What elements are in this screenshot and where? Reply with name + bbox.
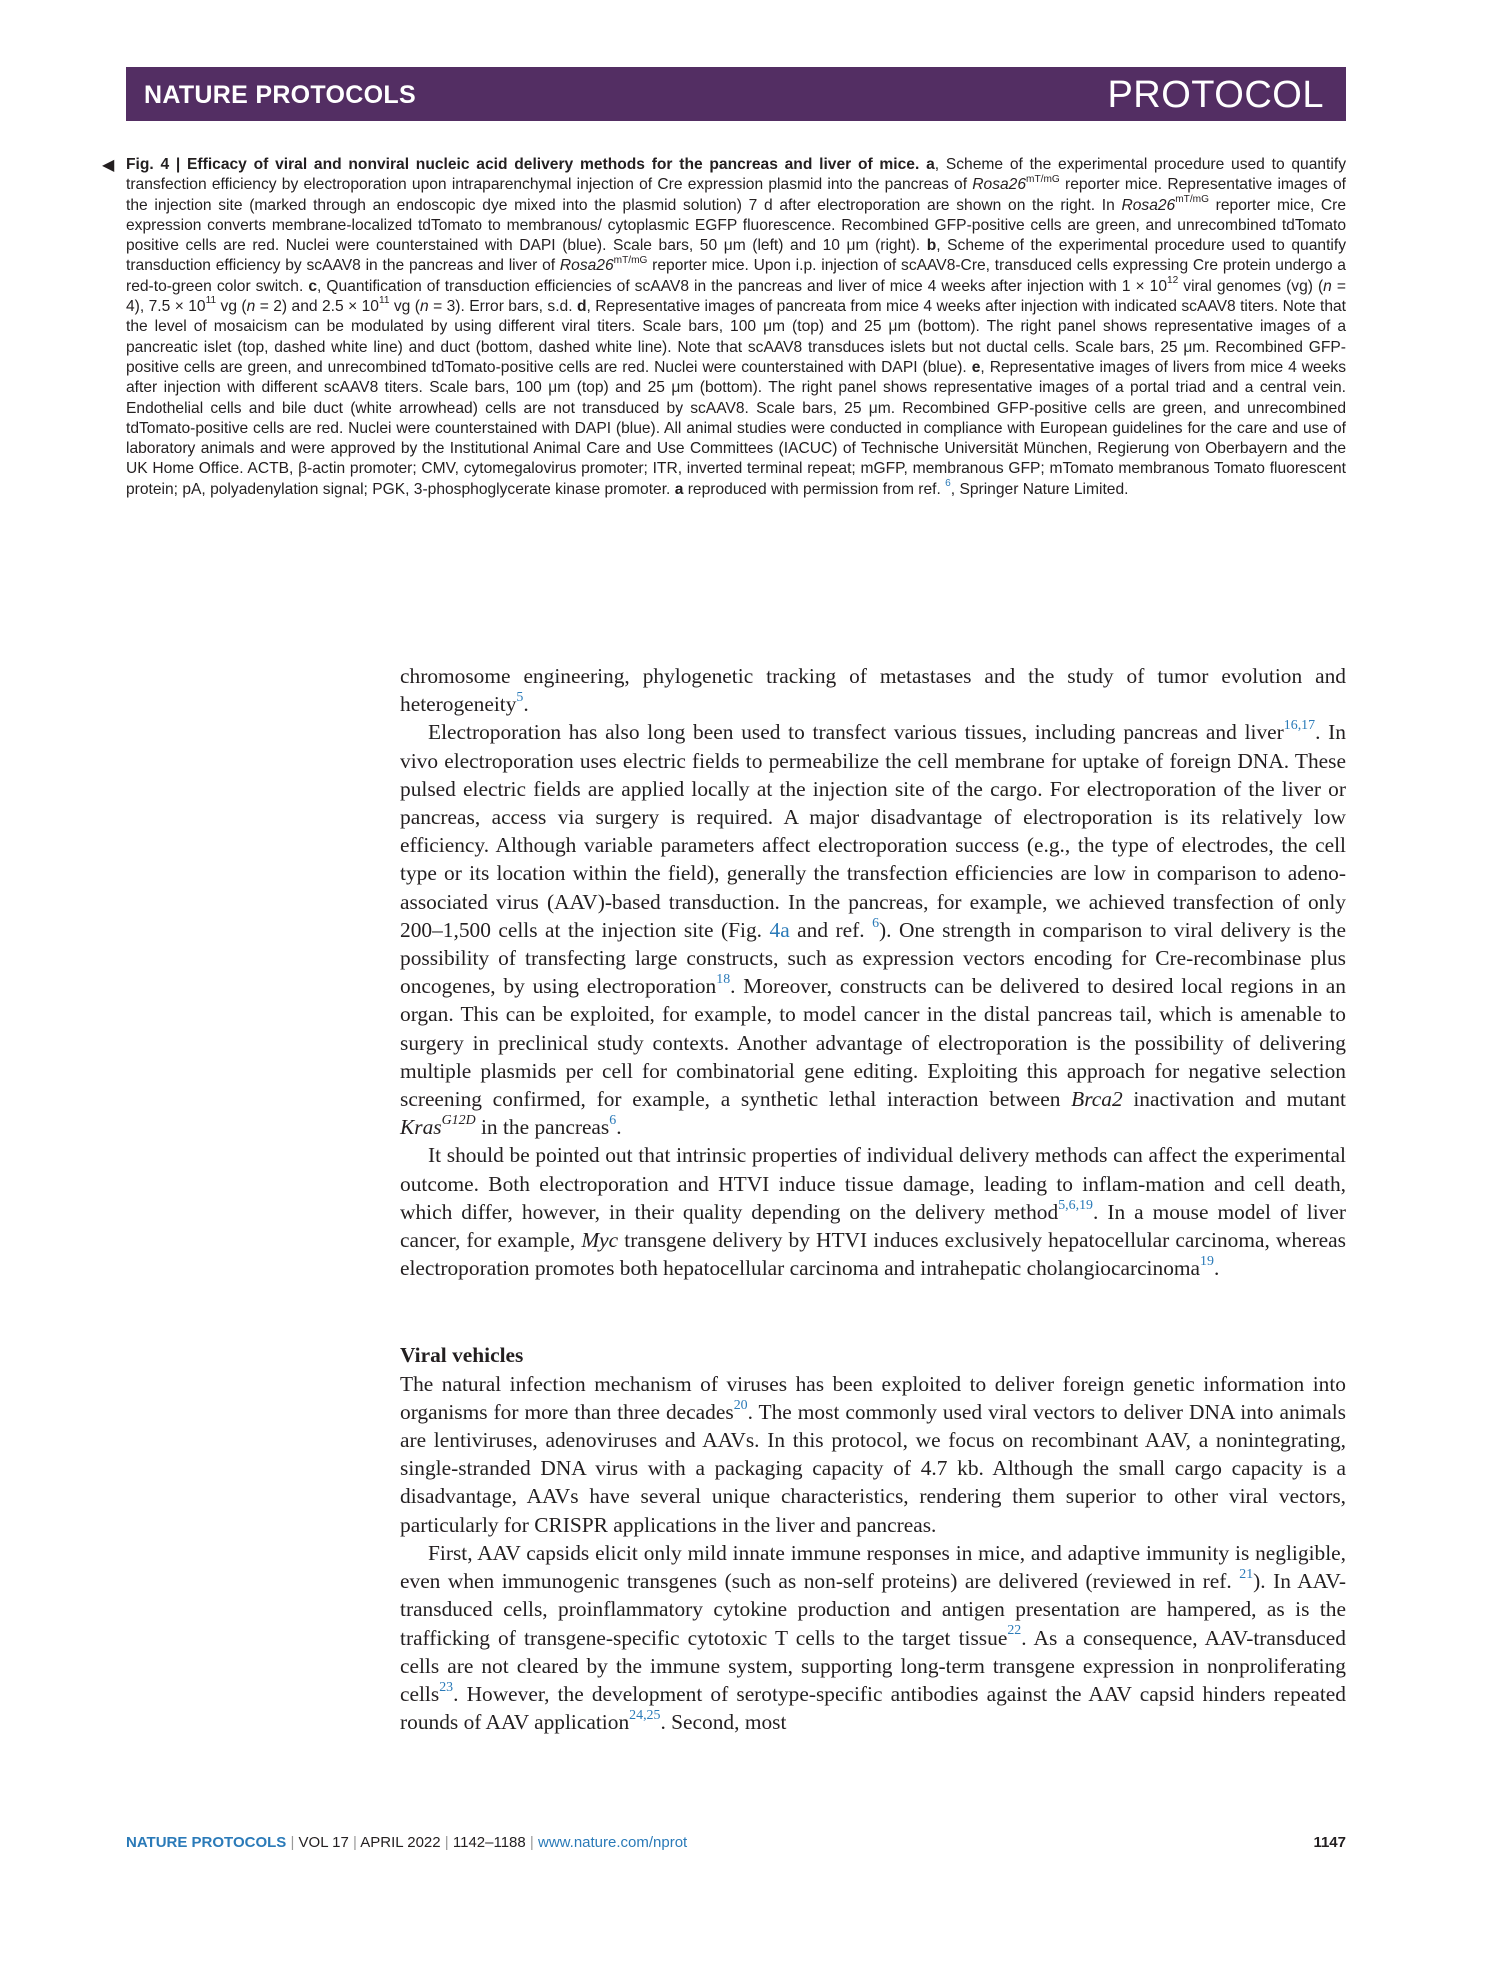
reference-link[interactable]: 18 xyxy=(716,972,731,988)
footer-volume: VOL 17 xyxy=(298,1834,349,1851)
page-footer: NATURE PROTOCOLS | VOL 17 | APRIL 2022 | 1142–1188 | www.nature.com/nprot 1147 xyxy=(126,1834,1346,1851)
footer-url-link[interactable]: www.nature.com/nprot xyxy=(537,1834,688,1851)
paragraph: The natural infection mechanism of viruses has been exploited to deliver foreign genetic information into organisms for more than three decades$^{20}$. The most commonly used viral vectors to deliver DNA into animals are lentiviruses, adenoviruses and AAVs. In this protocol, we focus on recombinant AAV, a nonintegrating, single-stranded DNA virus with a packaging capacity of 4.7 kb. Although the small cargo capacity is a disadvantage, AAVs have several unique characteristics, rendering them superior to other viral vectors, particularly for CRISPR applications in the liver and pancreas. xyxy=(400,1371,1347,1537)
reference-link[interactable]: 22 xyxy=(1007,1623,1022,1639)
reference-link[interactable]: 6 xyxy=(945,478,951,490)
header-bar xyxy=(126,67,1346,121)
figure-link[interactable]: 4a xyxy=(769,917,790,942)
paragraph: It should be pointed out that intrinsic properties of individual delivery methods can affect the experimental outcome. Both electroporation and HTVI induce tissue damage, leading to inflam-mation and cell death, which differ, however, in their quality depending on the delivery method$^{5,6,19}$. In a mouse model of liver cancer, for example, Myc transgene delivery by HTVI induces exclusively hepatocellular carcinoma, whereas electroporation promotes both hepatocellular carcinoma and intrahepatic cholangiocarcinoma$^{19}$. xyxy=(400,1143,1346,1281)
caption-label: Fig. 4 | Efficacy of viral and nonviral nucleic acid delivery methods for the pancreas and liver of mice. xyxy=(126,156,920,173)
footer-date: APRIL 2022 xyxy=(360,1834,441,1851)
reference-link[interactable]: 19 xyxy=(1200,1254,1214,1270)
panel-d-label: d xyxy=(576,298,587,316)
reference-link[interactable]: 5 xyxy=(516,690,524,705)
reference-link[interactable]: 6 xyxy=(872,915,880,931)
paragraph: Electroporation has also long been used to transfect various tissues, including pancreas and liver$^{16,17}$. In vivo electroporation uses electric fields to permeabilize the cell membrane for uptake of foreign DNA. These pulsed electric fields are applied locally at the injection site of the cargo. For electroporation of the liver or pancreas, access via surgery is required. A major disadvantage of electroporation is its relatively low efficiency. Although variable parameters affect electroporation success (e.g., the type of electrodes, the cell type or its location within the field), generally the transfection efficiencies are low in comparison to adeno-associated virus (AAV)-based transduction. In the pancreas, for example, we achieved transfection of only 200–1,500 cells at the injection site (Fig. 4a and ref. $^6$). One strength in comparison to viral delivery is the possibility of transfecting large constructs, such as expression vectors encoding for Cre-recombinase plus oncogenes, by using electroporation$^{18}$. Moreover, constructs can be delivered to desired local regions in an organ. This can be exploited, for example, to model cancer in the distal pancreas tail, which is amenable to surgery in preclinical study contexts. Another advantage of electroporation is the possibility of delivering multiple plasmids per cell for combinatorial gene editing. Exploiting this approach for negative selection screening confirmed, for example, a synthetic lethal interaction between Brca2 inactivation and mutant Kras$^{G12D}$ in the pancreas$^6$. xyxy=(400,718,1347,1140)
section-heading: Viral vehicles xyxy=(400,1343,524,1368)
panel-b-label: b xyxy=(926,237,937,255)
caption-arrow-icon[interactable]: ◀ xyxy=(102,157,115,174)
reference-link[interactable]: 23 xyxy=(439,1679,454,1695)
reference-link[interactable]: 21 xyxy=(1239,1566,1254,1582)
reference-link[interactable]: 20 xyxy=(733,1397,748,1413)
article-type: PROTOCOL xyxy=(1107,74,1324,116)
paragraph: First, AAV capsids elicit only mild innate immune responses in mice, and adaptive immunity is negligible, even when immunogenic transgenes (such as non-self proteins) are delivered (reviewed in ref. $^{21}$). In AAV-transduced cells, proinflammatory cytokine production and antigen presentation are hampered, as is the trafficking of transgene-specific cytotoxic T cells to the target tissue$^{22}$. As a consequence, AAV-transduced cells are not cleared by the immune system, supporting long-term transgene expression in nonproliferating cells$^{23}$. However, the development of serotype-specific antibodies against the AAV capsid hinders repeated rounds of AAV application$^{24,25}$. Second, most xyxy=(400,1540,1346,1735)
panel-c-label: c xyxy=(308,277,318,295)
footer-pages: 1142–1188 xyxy=(452,1834,526,1851)
page-number: 1147 xyxy=(1313,1834,1346,1851)
journal-name: NATURE PROTOCOLS xyxy=(144,81,416,109)
footer-journal: NATURE PROTOCOLS xyxy=(126,1834,287,1851)
main-text xyxy=(400,662,1346,1736)
panel-e-label: e xyxy=(971,358,981,376)
paragraph: chromosome engineering, phylogenetic tracking of metastases and the study of tumor evolution and heterogeneity$^5$. xyxy=(400,664,1346,717)
reference-link[interactable]: 6 xyxy=(609,1113,617,1129)
reference-link[interactable]: 5,6,19 xyxy=(1058,1197,1093,1213)
panel-a-label: a xyxy=(926,156,935,173)
reference-link[interactable]: 16,17 xyxy=(1283,718,1316,734)
reference-link[interactable]: 24,25 xyxy=(629,1707,661,1723)
figure-caption: ◀ Fig. 4 | Efficacy of viral and nonviral nucleic acid delivery methods for the pancreas and liver of mice. a, Scheme of the experimental procedure used to quantify transfection efficiency by electroporation upon intraparenchymal injection of Cre expression plasmid into the pancreas of $Rosa26^{mT/mG}$ reporter mice. Representative images of the injection site (marked through an endoscopic dye mixed into the plasmid solution) 7 d after electroporation are shown on the right. In $Rosa26^{mT/mG}$ reporter mice, Cre expression converts membrane-localized tdTomato to membranous/ cytoplasmic EGFP fluorescence. Recombined GFP-positive cells are green, and unrecombined tdTomato positive cells are red. Nuclei were counterstained with DAPI (blue). Scale bars, 50 μm (left) and 10 μm (right). b, Scheme of the experimental procedure used to quantify transduction efficiency by scAAV8 in the pancreas and liver of $Rosa26^{mT/mG}$ reporter mice. Upon i.p. injection of scAAV8-Cre, transduced cells expressing Cre protein undergo a red-to-green color switch. c, Quantification of transduction efficiencies of scAAV8 in the pancreas and liver of mice 4 weeks after injection with $1 \times 10^{12}$ viral genomes (vg) (n = 4), $7.5 \times 10^{11}$ vg (n = 2) and $2.5 \times 10^{11}$ vg (n = 3). Error bars, s.d. d, Representative images of pancreata from mice 4 weeks after injection with indicated scAAV8 titers. Note that the level of mosaicism can be modulated by using different viral titers. Scale bars, 100 μm (top) and 25 μm (bottom). The right panel shows representative images of a pancreatic islet (top, dashed white line) and duct (bottom, dashed white line). Note that scAAV8 transduces islets but not ductal cells. Scale bars, 25 μm. Recombined GFP-positive cells are green, and unrecombined tdTomato-positive cells are red. Nuclei were counterstained with DAPI (blue). e, Representative images of livers from mice 4 weeks after injection with different scAAV8 titers. Scale bars, 100 μm (top) and 25 μm (bottom). The right panel shows representative images of a portal triad and a central vein. Endothelial cells and bile duct (white arrowhead) cells are not transduced by scAAV8. Scale bars, 25 μm. Recombined GFP-positive cells are green, and unrecombined tdTomato-positive cells are red. Nuclei were counterstained with DAPI (blue). All animal studies were conducted in compliance with European guidelines for the care and use of laboratory animals and were approved by the Institutional Animal Care and Use Committees (IACUC) of Technische Universität München, Regierung von Oberbayern and the UK Home Office. ACTB, β-actin promoter; CMV, cytomegalovirus promoter; ITR, inverted terminal repeat; mGFP, membranous GFP; mTomato membranous Tomato fluorescent protein; pA, polyadenylation signal; PGK, 3-phosphoglycerate kinase promoter. a reproduced with permission from ref. $^6$, Springer Nature Limited. xyxy=(102,156,1347,498)
